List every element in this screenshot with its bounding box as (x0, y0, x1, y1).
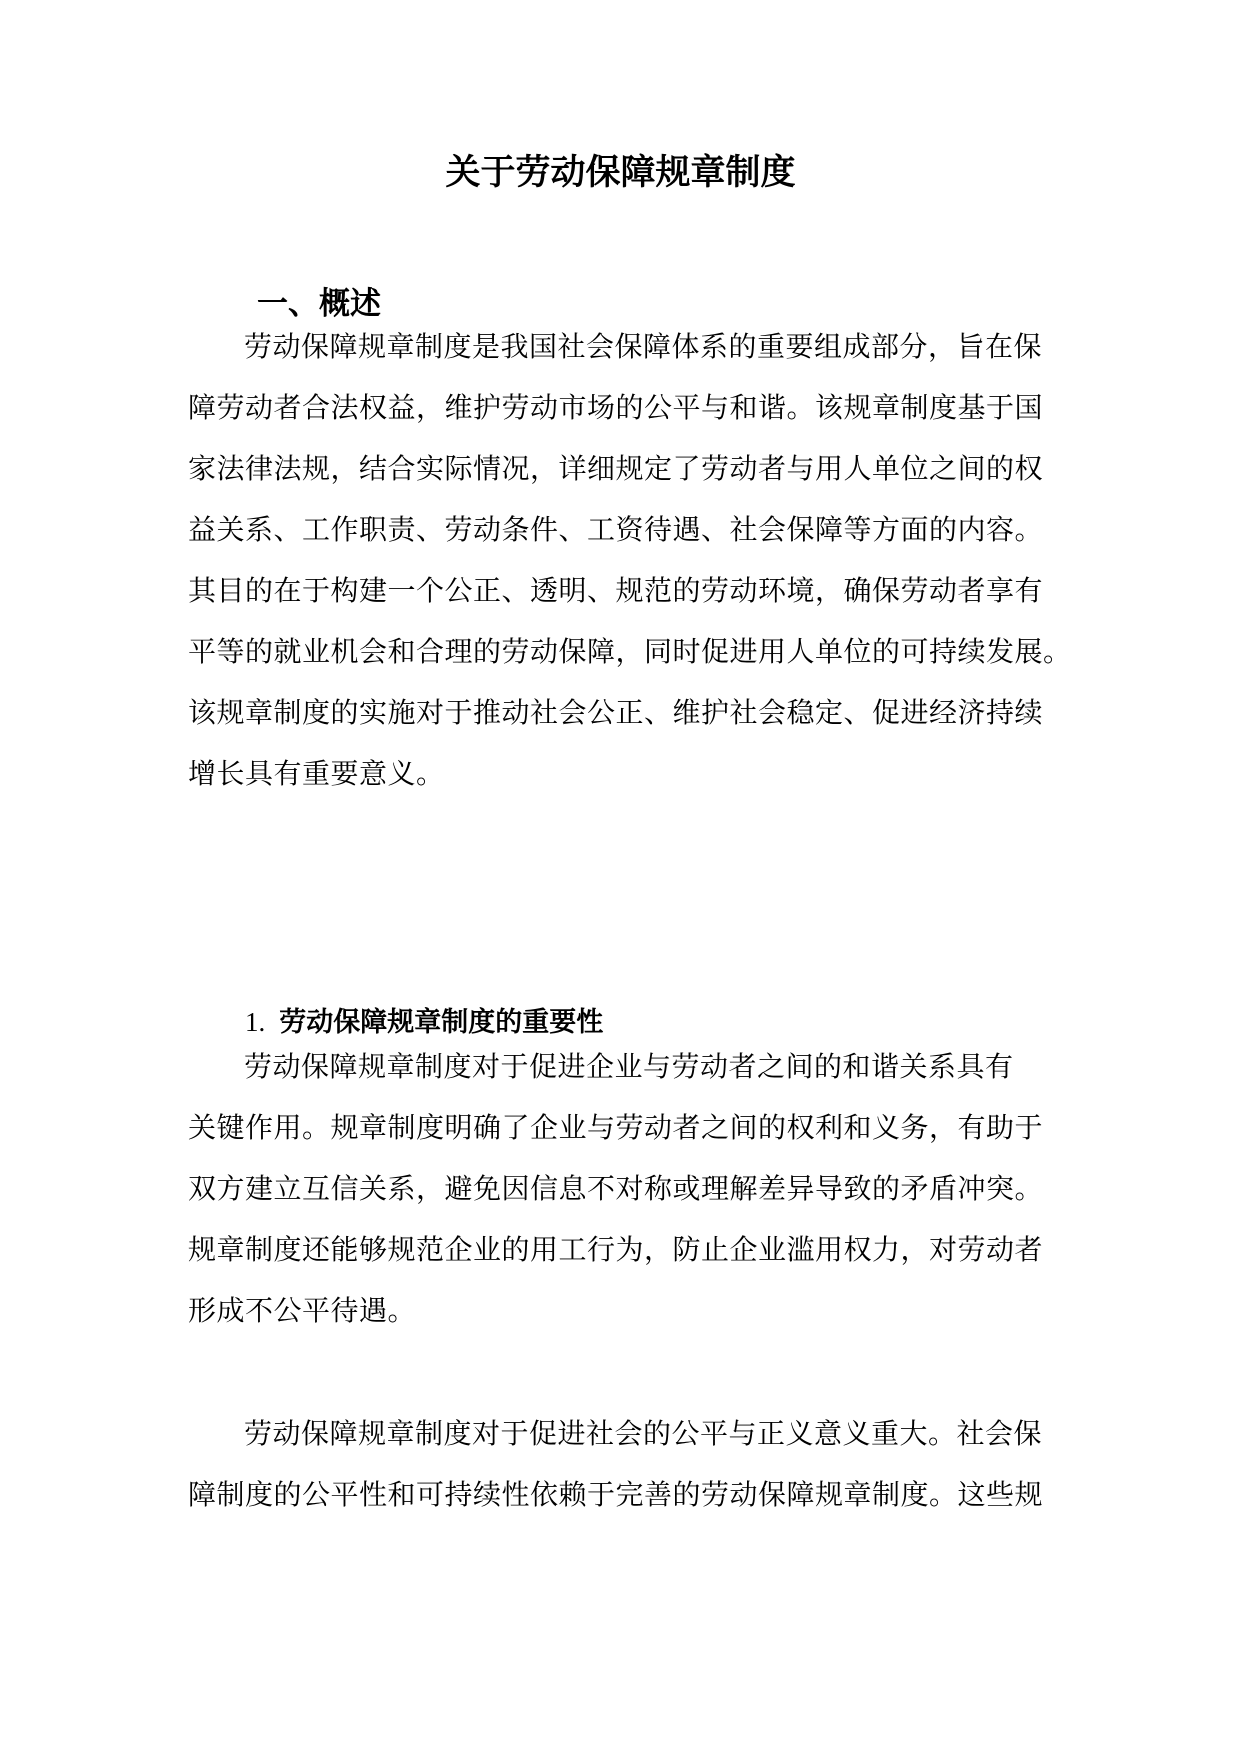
subsection-number: 1. (245, 1007, 266, 1037)
paragraph-line: 该规章制度的实施对于推动社会公正、维护社会稳定、促进经济持续 (188, 696, 1044, 729)
paragraph-line: 劳动保障规章制度对于促进企业与劳动者之间的和谐关系具有 (244, 1050, 1014, 1083)
paragraph-line: 劳动保障规章制度对于促进社会的公平与正义意义重大。社会保 (244, 1417, 1043, 1450)
document-title: 关于劳动保障规章制度 (445, 153, 796, 193)
paragraph-line: 形成不公平待遇。 (188, 1294, 417, 1327)
paragraph-line: 关键作用。规章制度明确了企业与劳动者之间的权利和义务，有助于 (188, 1111, 1044, 1144)
paragraph-line: 双方建立互信关系，避免因信息不对称或理解差异导致的矛盾冲突。 (188, 1172, 1044, 1205)
paragraph-importance-1 (188, 1036, 1058, 1341)
paragraph-line: 障制度的公平性和可持续性依赖于完善的劳动保障规章制度。这些规 (188, 1478, 1044, 1511)
paragraph-line: 劳动保障规章制度是我国社会保障体系的重要组成部分，旨在保 (244, 330, 1043, 363)
paragraph-line: 增长具有重要意义。 (188, 757, 445, 790)
paragraph-line: 家法律法规，结合实际情况，详细规定了劳动者与用人单位之间的权 (188, 452, 1044, 485)
section-heading-overview: 一、概述 (257, 286, 381, 322)
paragraph-line: 益关系、工作职责、劳动条件、工资待遇、社会保障等方面的内容。 (188, 513, 1044, 546)
paragraph-overview (188, 316, 1072, 804)
paragraph-line: 其目的在于构建一个公正、透明、规范的劳动环境，确保劳动者享有 (188, 574, 1044, 607)
paragraph-line: 障劳动者合法权益，维护劳动市场的公平与和谐。该规章制度基于国 (188, 391, 1044, 424)
paragraph-line: 平等的就业机会和合理的劳动保障，同时促进用人单位的可持续发展。 (188, 635, 1072, 668)
paragraph-importance-2 (188, 1403, 1058, 1525)
paragraph-line: 规章制度还能够规范企业的用工行为，防止企业滥用权力，对劳动者 (188, 1233, 1044, 1266)
subsection-title: 劳动保障规章制度的重要性 (279, 1007, 604, 1038)
